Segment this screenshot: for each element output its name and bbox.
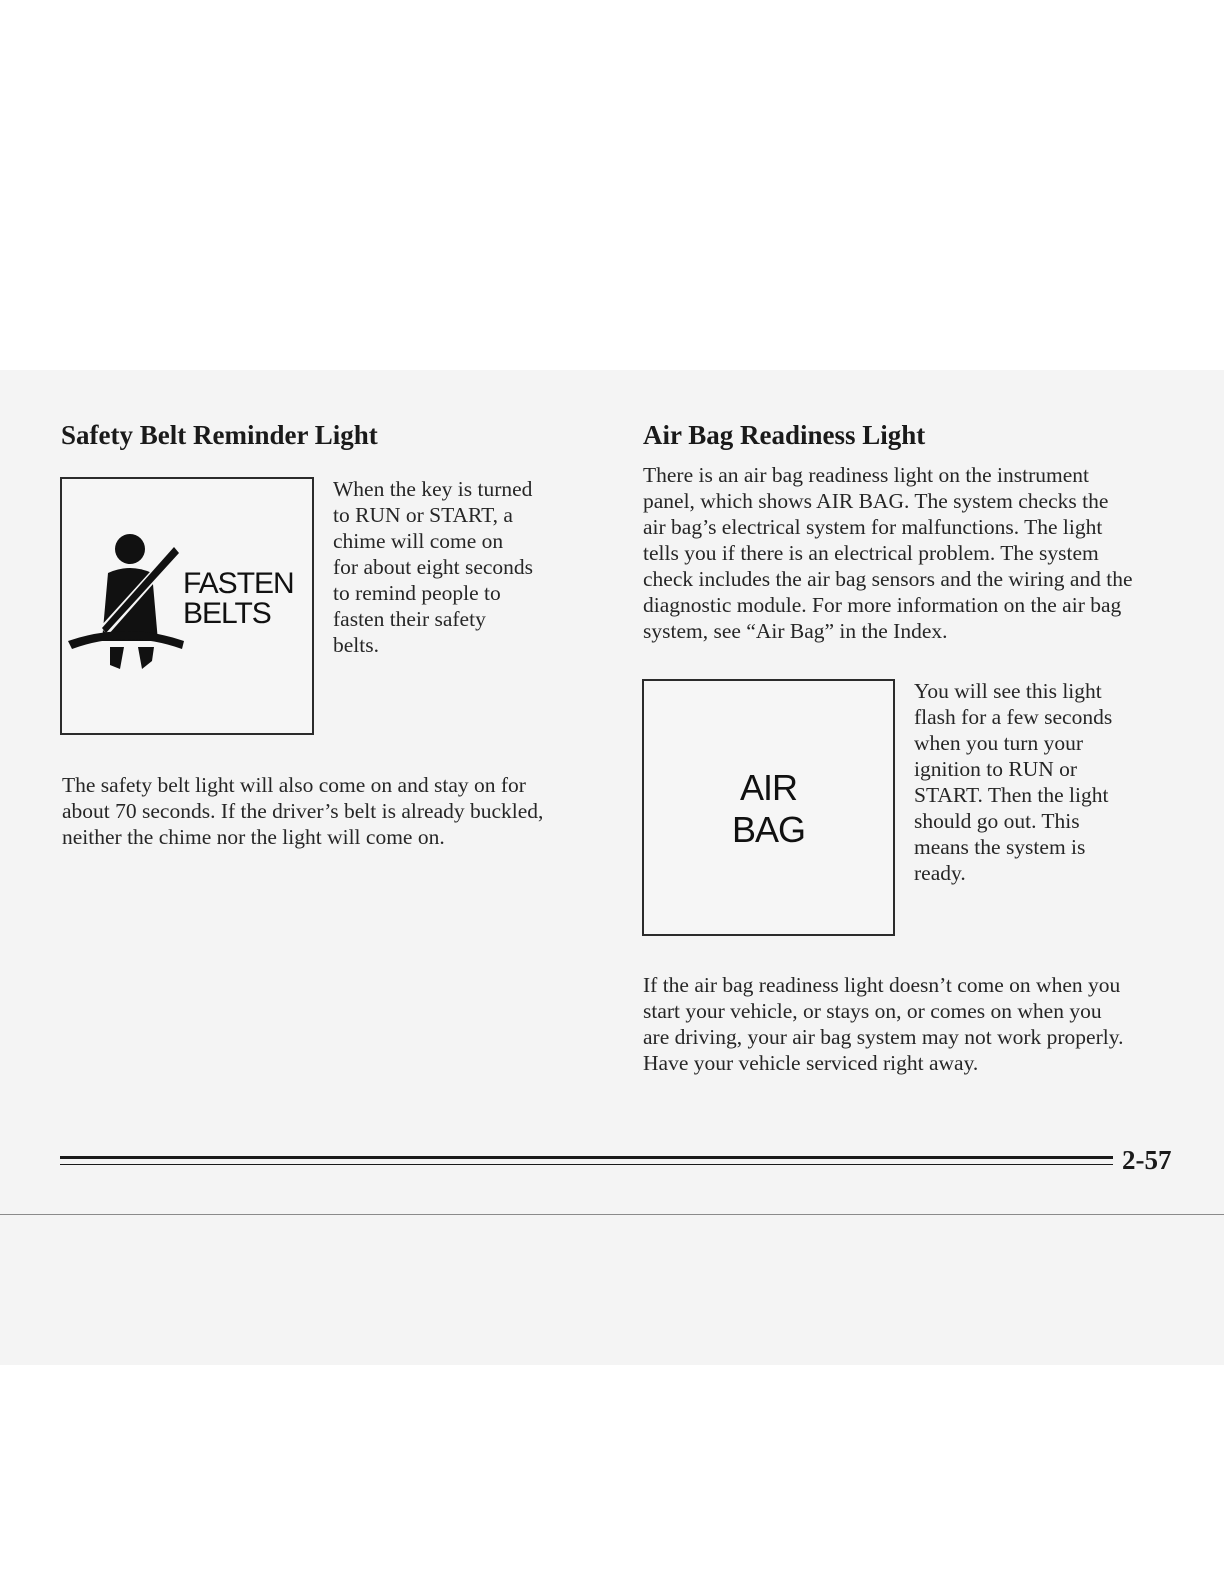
air-bag-side-text: You will see this light flash for a few seconds when you turn your ignition to RUN or START. Then the light should go out. This means the system is ready. <box>914 679 1113 885</box>
belts-label: BELTS <box>183 597 271 630</box>
air-label: AIR <box>739 767 797 808</box>
air-bag-heading: Air Bag Readiness Light <box>643 420 926 450</box>
bag-label: BAG <box>731 809 806 850</box>
seatbelt-person-head <box>115 534 145 564</box>
page-edge-line <box>0 1214 1224 1215</box>
seatbelt-side-text: When the key is turned to RUN or START, a chime will come on for about eight seconds to remind people to fasten their safety belts. <box>333 477 534 657</box>
air-bag-body-text: If the air bag readiness light doesn’t come on when you start your vehicle, or stays on, or comes on when you are driving, your air bag system may not work properly. Have your vehicle serviced right away. <box>643 973 1124 1075</box>
safety-belt-heading: Safety Belt Reminder Light <box>61 420 378 450</box>
air-bag-intro-text: There is an air bag readiness light on the instrument panel, which shows AIR BAG. The system checks the air bag’s electrical system for malfunctions. The light tells you if there is an electrical problem. The system check includes the air bag sensors and the wiring and the diagnostic module. For more information on the air bag system, see “Air Bag” in the Index. <box>643 463 1133 643</box>
fasten-label: FASTEN <box>183 567 294 600</box>
seatbelt-person-icon <box>66 529 184 669</box>
footer-rule-thick <box>60 1156 1113 1159</box>
fasten-belts-symbol-box <box>60 477 314 735</box>
page-number: 2-57 <box>1122 1145 1172 1175</box>
seatbelt-body-text: The safety belt light will also come on and stay on for about 70 seconds. If the driver’s belt is already buckled, neither the chime nor the light will come on. <box>62 773 544 849</box>
footer-rule-thin <box>60 1164 1113 1165</box>
air-bag-symbol-box <box>642 679 895 936</box>
seatbelt-person-legs <box>110 647 154 669</box>
